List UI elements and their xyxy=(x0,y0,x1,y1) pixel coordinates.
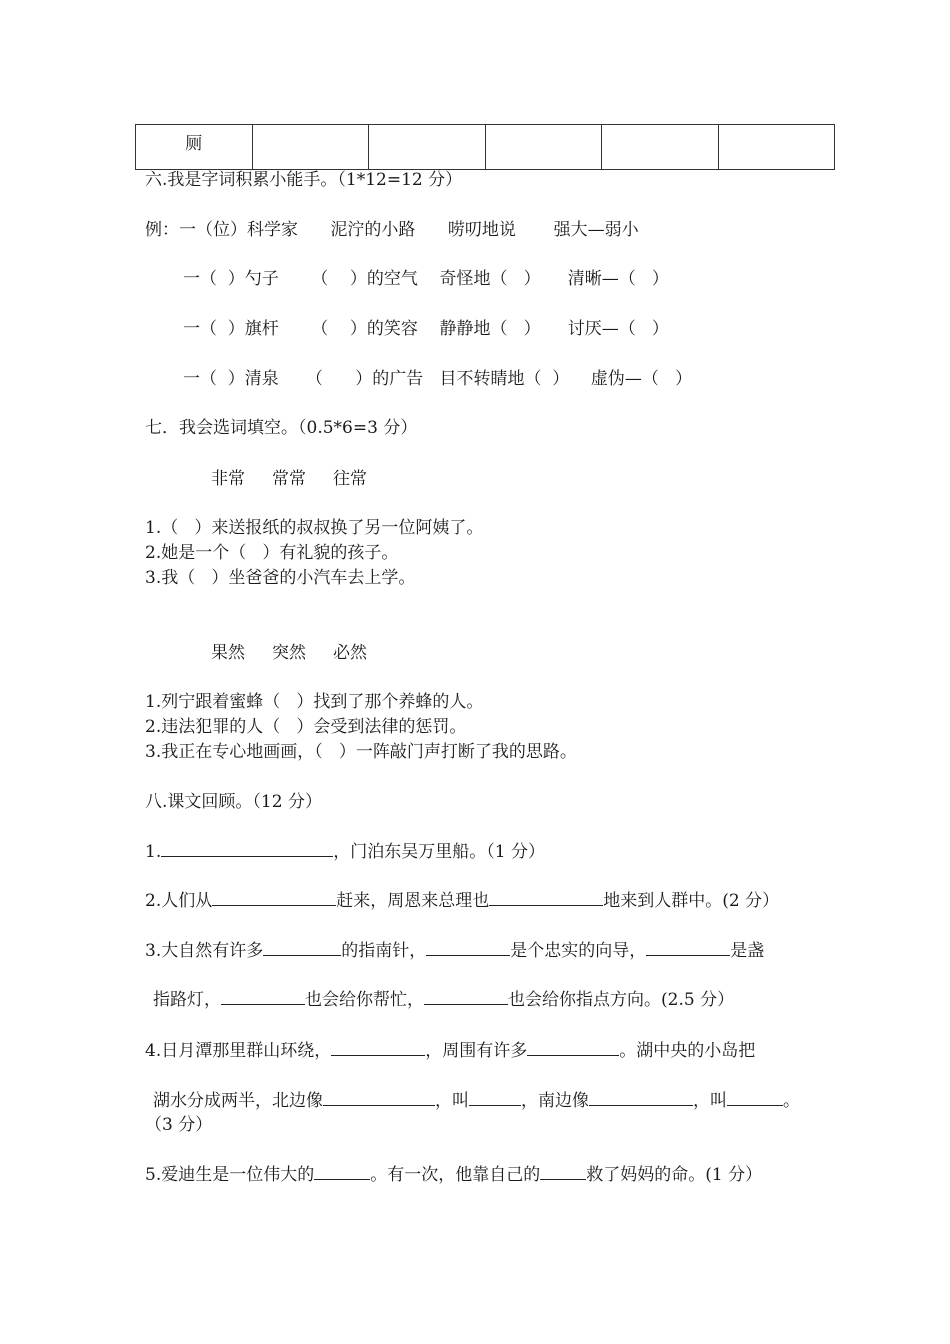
recall-item-1: 1. ，门泊东吴万里船。（1 分） xyxy=(145,842,545,862)
question-item: 2.违法犯罪的人（ ）会受到法律的惩罚。 xyxy=(145,717,467,737)
section-6-heading: 六.我是字词积累小能手。（1*12=12 分） xyxy=(145,170,463,190)
table-cell xyxy=(718,125,835,170)
recall-item-2: 2.人们从 赶来，周恩来总理也 地来到人群中。(2 分） xyxy=(145,891,780,911)
word-choices-1: 非常 常常 往常 xyxy=(211,469,368,489)
section-6-row-3: 一（ ）清泉 （ ）的广告 目不转睛地（ ） 虚伪—（ ） xyxy=(183,369,693,389)
question-item: 3.我正在专心地画画，（ ）一阵敲门声打断了我的思路。 xyxy=(145,742,577,762)
section-7-heading: 七．我会选词填空。（0.5*6=3 分） xyxy=(145,418,418,438)
recall-item-5: 5.爱迪生是一位伟大的 。有一次，他靠自己的 救了妈妈的命。(1 分） xyxy=(145,1165,763,1185)
table-cell xyxy=(252,125,369,170)
table-cell: 厕 xyxy=(136,125,253,170)
table-cell xyxy=(369,125,486,170)
word-choices-2: 果然 突然 必然 xyxy=(211,643,368,663)
table-cell xyxy=(602,125,719,170)
table-cell xyxy=(485,125,602,170)
section-6-row-2: 一（ ）旗杆 （ ）的笑容 静静地（ ） 讨厌—（ ） xyxy=(183,319,669,339)
question-item: 1.（ ）来送报纸的叔叔换了另一位阿姨了。 xyxy=(145,518,484,538)
recall-item-3-cont: 指路灯， 也会给你帮忙， 也会给你指点方向。(2.5 分） xyxy=(153,990,735,1010)
section-6-row-1: 一（ ）勺子 （ ）的空气 奇怪地（ ） 清晰—（ ） xyxy=(183,269,669,289)
recall-item-3: 3.大自然有许多 的指南针， 是个忠实的向导， 是盏 xyxy=(145,941,765,961)
question-item: 3.我（ ）坐爸爸的小汽车去上学。 xyxy=(145,568,416,588)
recall-item-4-score: （3 分） xyxy=(145,1115,213,1135)
section-8-heading: 八.课文回顾。（12 分） xyxy=(145,792,322,812)
recall-item-4: 4.日月潭那里群山环绕， ，周围有许多 。湖中央的小岛把 xyxy=(145,1041,756,1061)
question-item: 2.她是一个（ ）有礼貌的孩子。 xyxy=(145,543,399,563)
section-6-example: 例：一（位）科学家 泥泞的小路 唠叨地说 强大—弱小 xyxy=(145,220,639,240)
recall-item-4-cont: 湖水分成两半，北边像 ，叫 ，南边像 ，叫 。 xyxy=(153,1091,800,1111)
answer-grid-table xyxy=(135,124,835,170)
question-item: 1.列宁跟着蜜蜂（ ）找到了那个养蜂的人。 xyxy=(145,692,484,712)
